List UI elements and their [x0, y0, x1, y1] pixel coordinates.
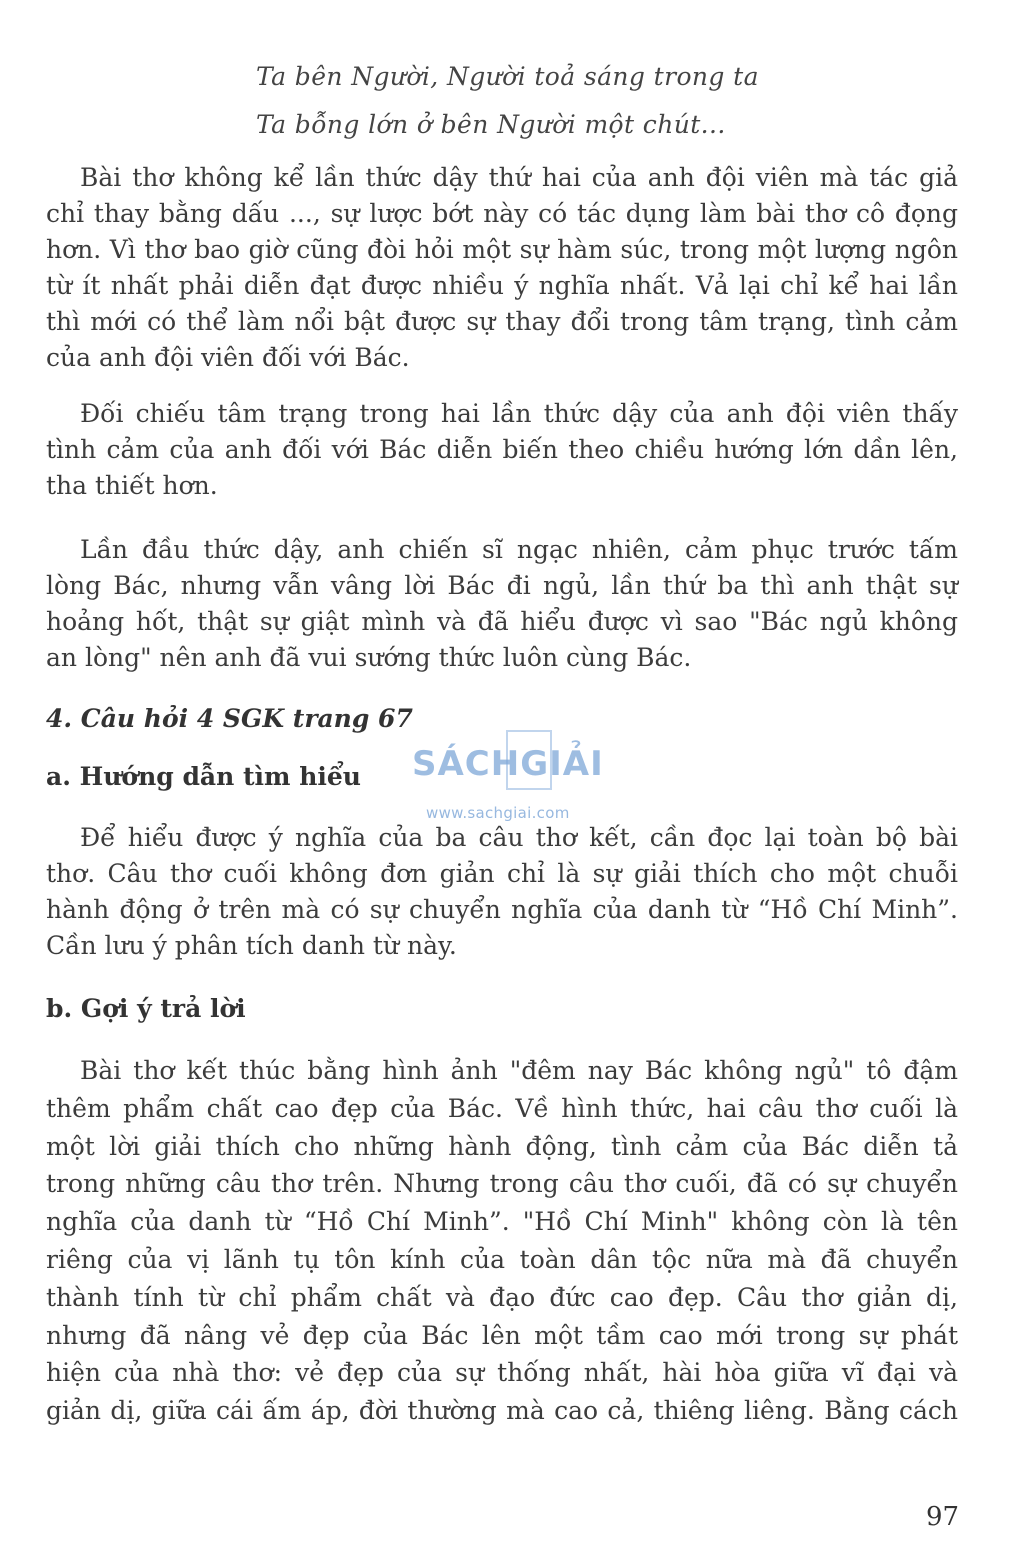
paragraph-line: hoảng hốt, thật sự giật mình và đã hiểu được vì sao "Bác ngủ không — [46, 607, 958, 636]
verse-line-2: Ta bỗng lớn ở bên Người một chút... — [256, 110, 726, 139]
paragraph-line: thành tính từ chỉ phẩm chất và đạo đức cao đẹp. Câu thơ giản dị, — [46, 1282, 958, 1312]
verse-line-1: Ta bên Người, Người toả sáng trong ta — [256, 62, 759, 91]
subheading-answer: b. Gợi ý trả lời — [46, 994, 246, 1023]
subheading-guide: a. Hướng dẫn tìm hiểu — [46, 762, 361, 791]
paragraph-line: nhưng đã nâng vẻ đẹp của Bác lên một tầm cao mới trong sự phát — [46, 1320, 958, 1350]
paragraph-line: Bài thơ kết thúc bằng hình ảnh "đêm nay Bác không ngủ" tô đậm — [80, 1056, 958, 1085]
paragraph-line: nghĩa của danh từ “Hồ Chí Minh”. "Hồ Chí Minh" không còn là tên — [46, 1207, 958, 1237]
paragraph-line: riêng của vị lãnh tụ tôn kính của toàn dân tộc nữa mà đã chuyển — [46, 1244, 958, 1274]
paragraph-comparison — [46, 396, 958, 504]
paragraph-first-wake — [46, 532, 958, 676]
paragraph-line: giản dị, giữa cái ấm áp, đời thường mà cao cả, thiêng liêng. Bằng cách — [46, 1396, 958, 1426]
paragraph-line: lòng Bác, nhưng vẫn vâng lời Bác đi ngủ, lần thứ ba thì anh thật sự — [46, 571, 958, 600]
paragraph-line: Cần lưu ý phân tích danh từ này. — [46, 931, 457, 960]
paragraph-line: Đối chiếu tâm trạng trong hai lần thức dậy của anh đội viên thấy — [80, 399, 958, 428]
paragraph-line: Lần đầu thức dậy, anh chiến sĩ ngạc nhiên, cảm phục trước tấm — [80, 535, 958, 564]
paragraph-line: từ ít nhất phải diễn đạt được nhiều ý nghĩa nhất. Vả lại chỉ kể hai lần — [46, 271, 958, 300]
paragraph-line: hơn. Vì thơ bao giờ cũng đòi hỏi một sự hàm súc, trong một lượng ngôn — [46, 235, 958, 264]
paragraph-line: an lòng" nên anh đã vui sướng thức luôn cùng Bác. — [46, 643, 692, 672]
paragraph-line: chỉ thay bằng dấu ..., sự lược bớt này có tác dụng làm bài thơ cô đọng — [46, 199, 958, 228]
paragraph-line: Để hiểu được ý nghĩa của ba câu thơ kết, cần đọc lại toàn bộ bài — [80, 823, 958, 852]
section-heading-question: 4. Câu hỏi 4 SGK trang 67 — [46, 704, 413, 733]
paragraph-line: hiện của nhà thơ: vẻ đẹp của sự thống nhất, hài hòa giữa vĩ đại và — [46, 1358, 958, 1388]
paragraph-answer — [46, 1052, 958, 1430]
paragraph-line: tình cảm của anh đối với Bác diễn biến theo chiều hướng lớn dần lên, — [46, 435, 958, 464]
paragraph-line: thơ. Câu thơ cuối không đơn giản chỉ là sự giải thích cho một chuỗi — [46, 859, 958, 888]
watermark-logo: SÁCHGIẢI — [412, 744, 604, 784]
watermark — [412, 730, 612, 826]
paragraph-line: một lời giải thích cho những hành động, tình cảm của Bác diễn tả — [46, 1131, 958, 1161]
paragraph-omission — [46, 160, 958, 376]
paragraph-guide — [46, 820, 958, 964]
paragraph-line: của anh đội viên đối với Bác. — [46, 343, 410, 372]
paragraph-line: hành động ở trên mà có sự chuyển nghĩa của danh từ “Hồ Chí Minh”. — [46, 895, 958, 924]
paragraph-line: trong những câu thơ trên. Nhưng trong câu thơ cuối, đã có sự chuyển — [46, 1169, 958, 1199]
paragraph-line: thì mới có thể làm nổi bật được sự thay đổi trong tâm trạng, tình cảm — [46, 307, 958, 336]
page-number: 97 — [926, 1502, 960, 1532]
watermark-url: www.sachgiai.com — [426, 804, 570, 822]
paragraph-line: thêm phẩm chất cao đẹp của Bác. Về hình thức, hai câu thơ cuối là — [46, 1093, 958, 1123]
paragraph-line: Bài thơ không kể lần thức dậy thứ hai của anh đội viên mà tác giả — [80, 163, 958, 192]
paragraph-line: tha thiết hơn. — [46, 471, 218, 500]
